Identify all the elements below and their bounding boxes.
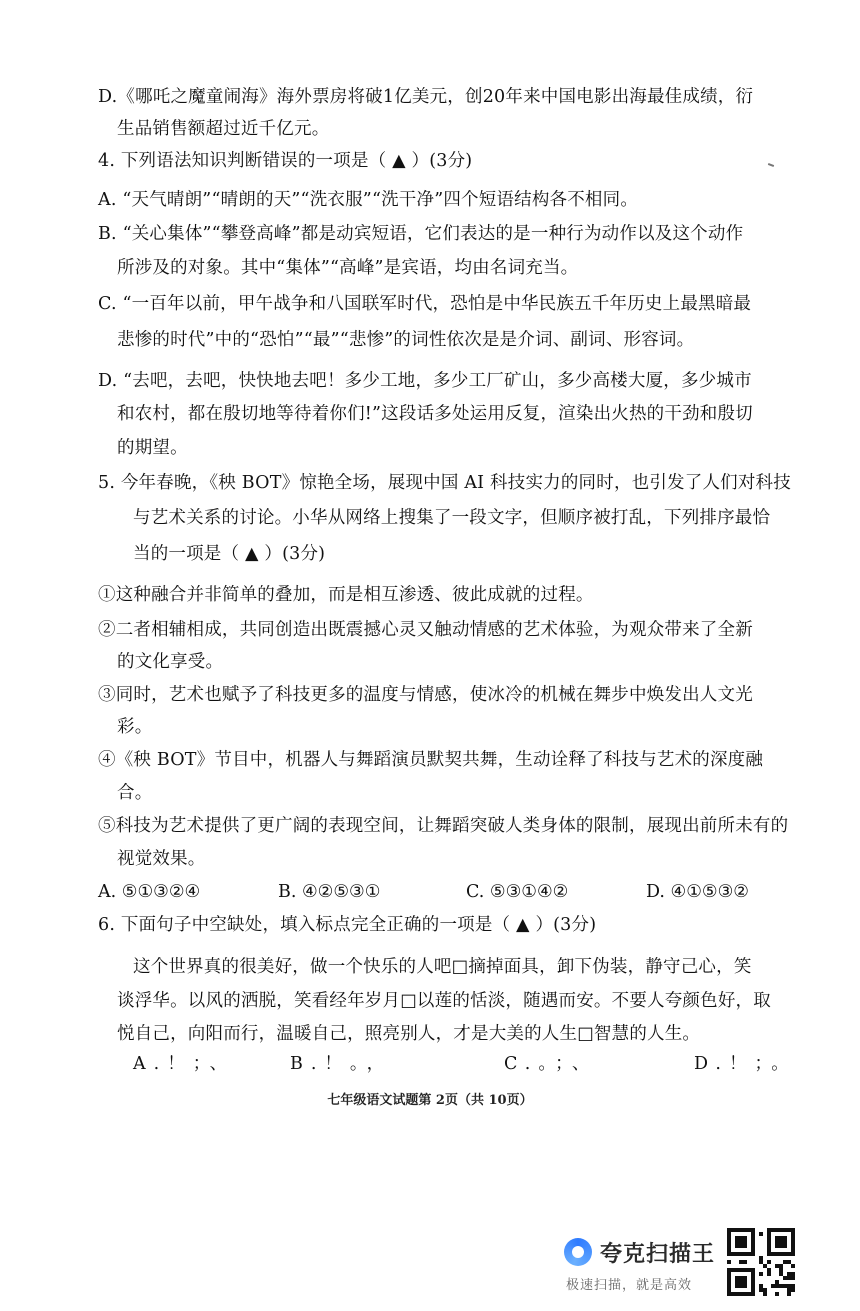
scan-speck [768,163,774,167]
passage-line: 悦自己，向阳而行，温暖自己，照亮别人，才是大美的人生□智慧的人生。 [117,1024,701,1044]
text-line: 所涉及的对象。其中“集体”“高峰”是宾语，均由名词充当。 [117,258,579,278]
sentence-4: ④《秧 BOT》节目中，机器人与舞蹈演员默契共舞，生动诠释了科技与艺术的深度融 [98,750,764,770]
brand-slogan: 极速扫描，就是高效 [566,1278,693,1293]
option-b: B. “关心集体”“攀登高峰”都是动宾短语，它们表达的是一种行为动作以及这个动作 [98,224,744,244]
brand-name: 夸克扫描王 [600,1241,716,1267]
text-line: 与艺术关系的讨论。小华从网络上搜集了一段文字，但顺序被打乱，下列排序最恰 [133,508,771,528]
q6-option-b: B.！。， [290,1054,393,1074]
passage-line: 这个世界真的很美好，做一个快乐的人吧□摘掉面具，卸下伪装，静守己心，笑 [133,957,752,977]
option-d: D. “去吧，去吧，快快地去吧！多少工地，多少工厂矿山，多少高楼大厦，多少城市 [98,371,752,391]
quark-logo-icon [564,1238,592,1266]
text-line: 合。 [117,783,153,803]
passage-line: 谈浮华。以风的洒脱，笑看经年岁月□以莲的恬淡，随遇而安。不要人夸颜色好，取 [117,991,771,1011]
text-line: 生品销售额超过近千亿元。 [117,119,330,139]
scanner-watermark [564,1236,715,1268]
q6-option-d: D.！；。 [694,1054,797,1074]
qr-code-icon [727,1228,795,1296]
question-6-stem: 6. 下面句子中空缺处，填入标点完全正确的一项是（ ▲ ）(3分) [98,915,597,935]
q5-option-a: A. ⑤①③②④ [98,882,201,902]
q6-option-a: A.！；、 [133,1054,235,1074]
q6-option-c: C.。；、 [504,1054,598,1074]
q5-option-c: C. ⑤③①④② [466,882,569,902]
sentence-2: ②二者相辅相成，共同创造出既震撼心灵又触动情感的艺术体验，为观众带来了全新 [98,620,753,640]
text-line: 悲惨的时代”中的“恐怕”“最”“悲惨”的词性依次是是介词、副词、形容词。 [117,330,695,350]
text-line: D.《哪吒之魔童闹海》海外票房将破1亿美元，创20年来中国电影出海最佳成绩，衍 [98,87,754,107]
sentence-5: ⑤科技为艺术提供了更广阔的表现空间，让舞蹈突破人类身体的限制，展现出前所未有的 [98,816,789,836]
sentence-3: ③同时，艺术也赋予了科技更多的温度与情感，使冰冷的机械在舞步中焕发出人文光 [98,685,753,705]
option-c: C. “一百年以前，甲午战争和八国联军时代，恐怕是中华民族五千年历史上最黑暗最 [98,294,752,314]
option-a: A. “天气晴朗”“晴朗的天”“洗衣服”“洗干净”四个短语结构各不相同。 [98,190,639,210]
question-4-stem: 4. 下列语法知识判断错误的一项是（ ▲ ）(3分) [98,151,473,171]
text-line: 当的一项是（ ▲ ）(3分) [133,544,326,564]
text-line: 视觉效果。 [117,849,206,869]
text-line: 和农村，都在殷切地等待着你们!”这段话多处运用反复，渲染出火热的干劲和殷切 [117,404,753,424]
question-5-stem: 5. 今年春晚，《秧 BOT》惊艳全场，展现中国 AI 科技实力的同时，也引发了人们对科技 [98,473,791,493]
page-footer: 七年级语文试题第 2页（共 10页） [327,1093,533,1108]
sentence-1: ①这种融合并非简单的叠加，而是相互渗透、彼此成就的过程。 [98,585,594,605]
text-line: 的期望。 [117,438,188,458]
text-line: 的文化享受。 [117,652,224,672]
text-line: 彩。 [117,717,153,737]
q5-option-b: B. ④②⑤③① [278,882,381,902]
q5-option-d: D. ④①⑤③② [646,882,749,902]
